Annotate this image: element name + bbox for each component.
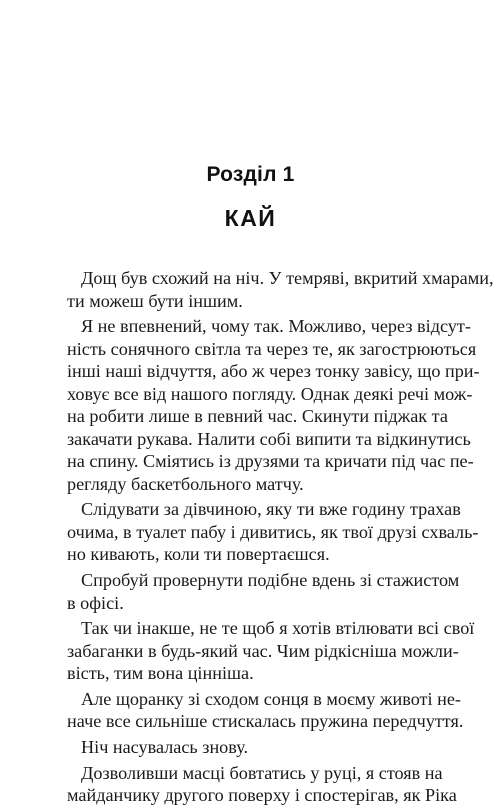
text-line: регляду баскетбольного матчу. [67,473,304,494]
text-line: в офісі. [67,592,124,613]
paragraph [67,617,475,685]
text-line: ти можеш бути іншим. [67,290,243,311]
text-line: ховує все від нашого погляду. Однак деякі речі мож- [67,383,473,404]
paragraph [67,569,460,614]
paragraph [67,498,479,566]
text-line: закачати рукава. Налити собі випити та відкинутись [67,428,471,449]
text-line: вість, тим вона цінніша. [67,663,254,684]
text-line: забаганки в будь-який час. Чим рідкісніша можли- [67,640,459,661]
text-line: но кивають, коли ти повертаєшся. [67,544,330,565]
text-line: ність сонячного світла та через те, як загострюються [67,338,477,359]
text-line: Спробуй провернути подібне вдень зі стажистом [81,570,460,591]
text-line: Ніч насувалась знову. [81,737,249,758]
text-line: Слідувати за дівчиною, яку ти вже годину трахав [81,499,461,520]
text-line: на спину. Сміятись із друзями та кричати під час пе- [67,451,474,472]
paragraph [67,736,437,759]
text-line: Дозволивши масці бовтатись у руці, я стояв на [81,762,443,783]
text-line: Але щоранку зі сходом сонця в моєму животі не- [81,688,461,709]
paragraph [67,688,464,733]
text-line: майданчику другого поверху і спостерігав, як Ріка [67,785,457,806]
paragraph [67,762,457,807]
text-line: очима, в туалет пабу і дивитись, як твої друзі схваль- [67,521,479,542]
text-line: Так чи інакше, не те щоб я хотів втілювати всі свої [81,618,475,639]
chapter-heading: Розділ 1 [206,163,295,186]
text-line: на робити лише в певний час. Скинути піджак та [67,406,448,427]
body-text [67,267,494,810]
text-line: Я не впевнений, чому так. Можливо, через відсут- [81,316,471,337]
paragraph [67,267,494,312]
text-line: Дощ був схожий на ніч. У темряві, вкритий хмарами, [81,268,494,288]
text-line: інші наші відчуття, або ж через тонку завісу, що при- [67,361,480,382]
paragraph [67,315,480,495]
chapter-title: КАЙ [224,205,277,231]
text-line: наче все сильніше стискалась пружина передчуття. [67,711,464,732]
